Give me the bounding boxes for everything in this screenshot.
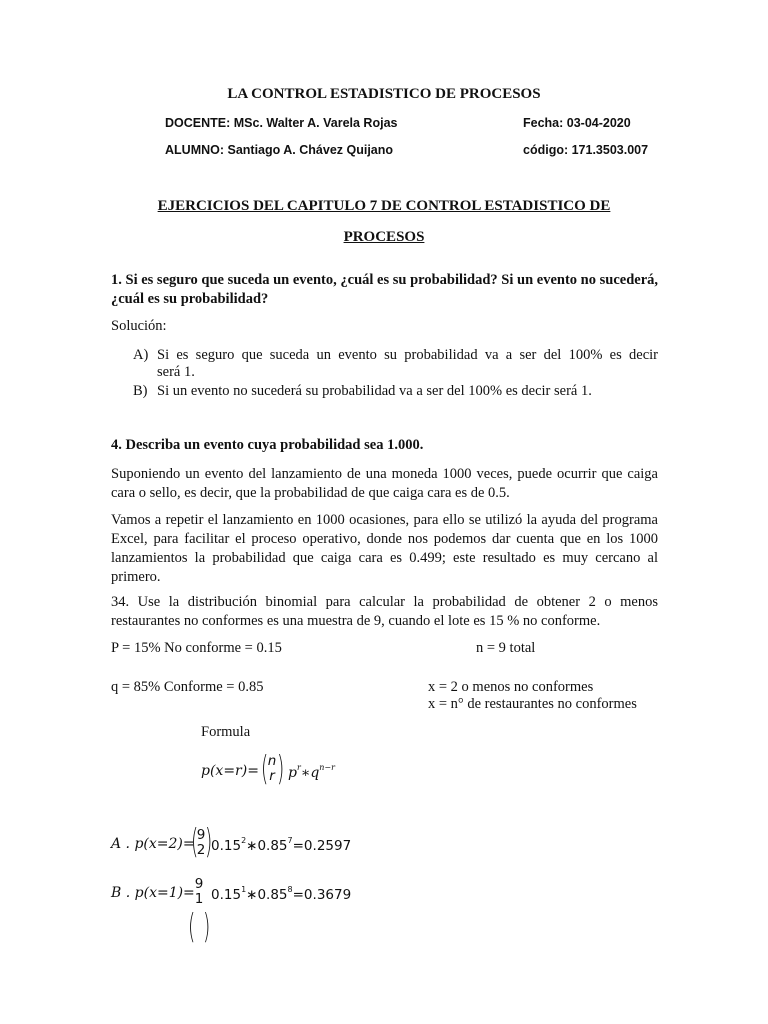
formula-base-q: q bbox=[310, 765, 320, 781]
left-paren: ( bbox=[191, 822, 199, 862]
x-definition-line2: x = n° de restaurantes no conformes bbox=[428, 696, 637, 712]
list-marker-b: B) bbox=[133, 383, 148, 399]
docente-label: DOCENTE: MSc. Walter A. Varela Rojas bbox=[165, 116, 398, 130]
formula-label: Formula bbox=[201, 724, 251, 740]
document-title: LA CONTROL ESTADISTICO DE PROCESOS bbox=[227, 86, 541, 102]
calc-a-binom-bottom: 2 bbox=[196, 842, 206, 858]
fecha-label: Fecha: 03-04-2020 bbox=[523, 116, 631, 130]
calc-a-result: =0.2597 bbox=[292, 838, 352, 854]
list-marker-a: A) bbox=[133, 347, 149, 363]
formula-op: ∗ bbox=[300, 765, 311, 781]
section-title-line2: PROCESOS bbox=[343, 229, 425, 245]
alumno-label: ALUMNO: Santiago A. Chávez Quijano bbox=[165, 143, 394, 157]
answer-a-line1: Si es seguro que suceda un evento su probabilidad va a ser del 100% es decir bbox=[157, 347, 658, 363]
right-paren: ) bbox=[203, 907, 211, 947]
formula-exp-n-r: n−r bbox=[319, 763, 335, 772]
calc-b-binom-bottom: 1 bbox=[194, 891, 204, 907]
calc-a-p-term: 0.15 bbox=[211, 838, 242, 854]
right-paren: ) bbox=[277, 749, 285, 789]
calc-b-p-term: 0.15 bbox=[211, 887, 242, 903]
question-4: 4. Describa un evento cuya probabilidad sea 1.000. bbox=[111, 437, 424, 453]
left-paren: ( bbox=[188, 907, 196, 947]
formula-lhs: p(x=r)= bbox=[201, 763, 259, 779]
calc-b-result: =0.3679 bbox=[292, 887, 352, 903]
q4-paragraph-2: Vamos a repetir el lanzamiento en 1000 ocasiones, para ello se utilizó la ayuda del programa Excel, para facilitar el proceso operativo, donde nos podemos dar cuenta que en los 1000 lanzamientos la probabilidad que caiga cara es 0.499; este resultado es muy cercano al primero. bbox=[111, 512, 658, 585]
calc-a-binom-top: 9 bbox=[196, 827, 206, 843]
p-value-line: P = 15% No conforme = 0.15 bbox=[111, 640, 282, 656]
q4-paragraph-1: Suponiendo un evento del lanzamiento de una moneda 1000 veces, puede ocurrir que caiga cara o sello, es decir, que la probabilidad de que caiga cara es de 0.5. bbox=[111, 466, 658, 501]
calc-b-binom-top: 9 bbox=[194, 876, 204, 892]
solution-label: Solución: bbox=[111, 318, 167, 334]
formula-binom-bottom: r bbox=[269, 768, 275, 784]
calc-b-q-exp: 8 bbox=[287, 885, 293, 894]
q-value-line: q = 85% Conforme = 0.85 bbox=[111, 679, 264, 695]
n-value-line: n = 9 total bbox=[476, 640, 536, 656]
formula-base-p: p bbox=[288, 765, 297, 781]
question-1: 1. Si es seguro que suceda un evento, ¿cuál es su probabilidad? Si un evento no sucederá, ¿cuál es su probabilidad? bbox=[111, 272, 658, 307]
right-paren: ) bbox=[205, 822, 213, 862]
formula-binom-top: n bbox=[267, 753, 277, 769]
x-definition-line1: x = 2 o menos no conformes bbox=[428, 679, 594, 695]
calc-b-q-term: ∗0.85 bbox=[246, 887, 288, 903]
calc-a-q-term: ∗0.85 bbox=[246, 838, 288, 854]
answer-a-line2: será 1. bbox=[157, 364, 195, 380]
calc-b-p-exp: 1 bbox=[241, 885, 247, 894]
section-title-line1: EJERCICIOS DEL CAPITULO 7 DE CONTROL ESTADISTICO DE bbox=[157, 198, 611, 214]
answer-b: Si un evento no sucederá su probabilidad va a ser del 100% es decir será 1. bbox=[157, 383, 592, 399]
calc-a-p-exp: 2 bbox=[241, 836, 247, 845]
formula-exp-r: r bbox=[296, 763, 301, 772]
calc-a-q-exp: 7 bbox=[287, 836, 293, 845]
codigo-label: código: 171.3503.007 bbox=[523, 143, 649, 157]
calc-a-lhs: A . p(x=2)= bbox=[111, 836, 195, 852]
calc-b-lhs: B . p(x=1)= bbox=[111, 885, 195, 901]
question-34: 34. Use la distribución binomial para calcular la probabilidad de obtener 2 o menos restaurantes no conformes es una muestra de 9, cuando el lote es 15 % no conforme. bbox=[111, 594, 658, 629]
left-paren: ( bbox=[261, 749, 269, 789]
